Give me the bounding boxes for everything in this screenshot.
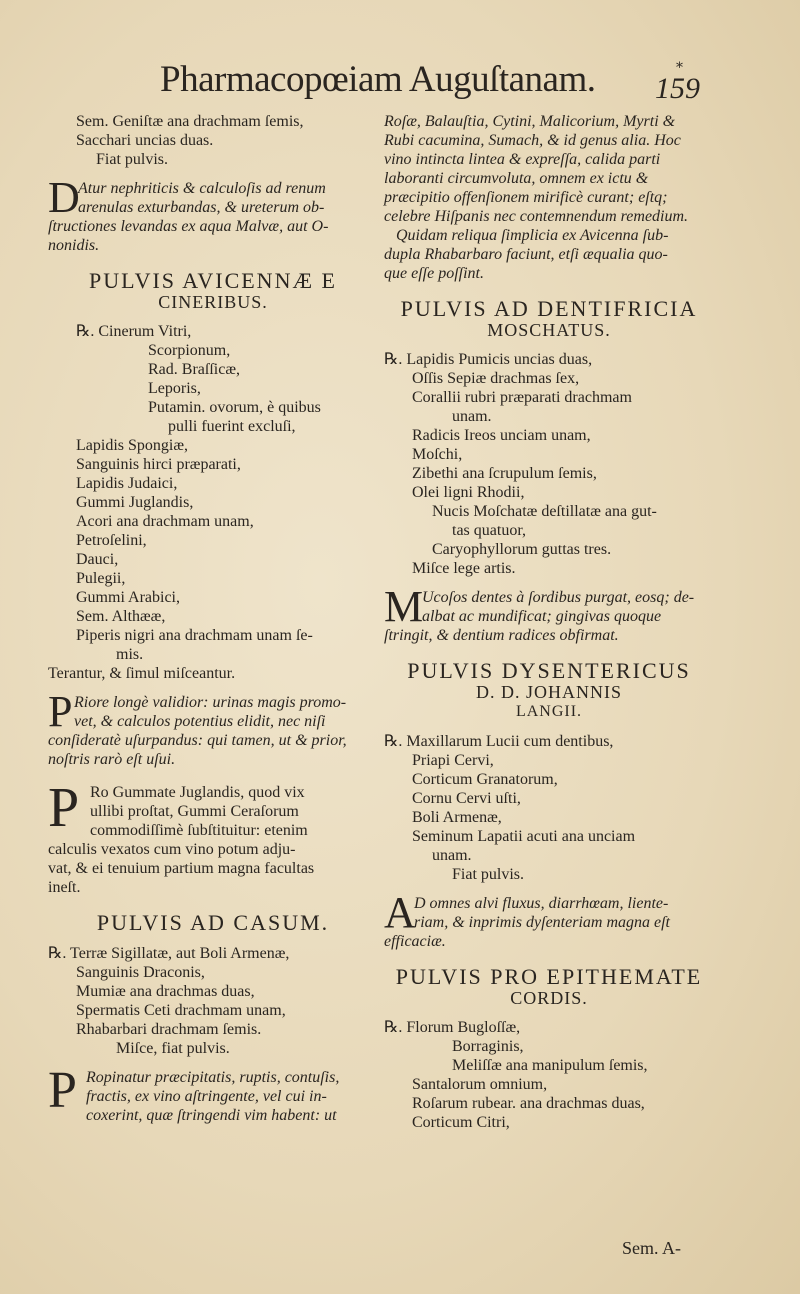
- recipe-line: ℞. Terræ Sigillatæ, aut Boli Armenæ,: [48, 945, 290, 962]
- text-line: ſtringit, & dentium radices obfirmat.: [384, 627, 619, 644]
- recipe-line: Miſce, fiat pulvis.: [116, 1040, 230, 1057]
- section-subheading: D. D. JOHANNIS: [475, 682, 622, 702]
- section-subheading: CINERIBUS.: [158, 292, 268, 312]
- section-heading: PULVIS AD CASUM.: [96, 910, 330, 935]
- note-nephritic: [48, 173, 378, 255]
- recipe-line: unam.: [432, 847, 472, 864]
- recipe-line: Priapi Cervi,: [412, 752, 494, 769]
- recipe-line: Pulegii,: [76, 570, 126, 587]
- recipe-line: Borraginis,: [452, 1038, 524, 1055]
- text-line: riam, & inprimis dyſenteriam magna eſt: [414, 914, 670, 931]
- recipe-epithemate: [384, 1018, 714, 1132]
- recipe-line: Meliſſæ ana manipulum ſemis,: [452, 1057, 648, 1074]
- text-line: dupla Rhabarbaro faciunt, etſi æqualia quo-: [384, 246, 668, 263]
- recipe-dentifricia: [384, 350, 714, 578]
- recipe-line: ℞. Cinerum Vitri,: [76, 323, 192, 340]
- recipe-line: ℞. Maxillarum Lucii cum dentibus,: [384, 733, 614, 750]
- recipe-line: Lapidis Judaici,: [76, 475, 178, 492]
- text-line: vat, & ei tenuium partium magna facultas: [48, 860, 315, 877]
- recipe-line: Sem. Althææ,: [76, 608, 166, 625]
- recipe-line: Gummi Juglandis,: [76, 494, 194, 511]
- text-line: Roſæ, Balauſtia, Cytini, Malicorium, Myrti &: [384, 113, 676, 130]
- recipe-line: unam.: [452, 408, 492, 425]
- drop-initial: A: [384, 888, 416, 937]
- recipe-line: Moſchi,: [412, 446, 463, 463]
- text-line: Riore longè validior: urinas magis promo-: [74, 694, 347, 711]
- text-line: arenulas exturbandas, & ureterum ob-: [78, 199, 325, 216]
- text-line: que eſſe poſſint.: [384, 265, 484, 282]
- text-line: ineſt.: [48, 879, 81, 896]
- recipe-line: mis.: [116, 646, 144, 663]
- note-mucosos: [384, 582, 714, 645]
- text-line: Quidam reliqua ſimplicia ex Avicenna ſub-: [396, 227, 669, 244]
- note-propinatur: [48, 1062, 378, 1125]
- recipe-line: Santalorum omnium,: [412, 1076, 548, 1093]
- recipe-line: Boli Armenæ,: [412, 809, 502, 826]
- recipe-line: Corticum Granatorum,: [412, 771, 558, 788]
- drop-initial: P: [48, 687, 73, 736]
- recipe-dysentericus: [384, 732, 714, 884]
- recipe-line: Lapidis Spongiæ,: [76, 437, 189, 454]
- recipe-line: Miſce lege artis.: [412, 560, 516, 577]
- recipe-line: Olei ligni Rhodii,: [412, 484, 525, 501]
- running-head: Pharmacopœiam Auguſtanam.: [160, 59, 596, 100]
- continued-text: [384, 112, 714, 283]
- text-line: Atur nephriticis & calculoſis ad renum: [78, 180, 326, 197]
- section-heading: PULVIS AVICENNÆ E: [89, 268, 337, 293]
- star-mark: *: [676, 60, 683, 76]
- text-line: efficaciæ.: [384, 933, 446, 950]
- recipe-line: Scorpionum,: [148, 342, 231, 359]
- catchword: Sem. A-: [622, 1238, 682, 1258]
- text-line: fractis, ex vino aſtringente, vel cui in-: [86, 1088, 327, 1105]
- text-line: coxerint, quæ ſtringendi vim habent: ut: [86, 1107, 337, 1124]
- recipe-line: Sanguinis hirci præparati,: [76, 456, 241, 473]
- drop-initial: P: [48, 1062, 77, 1119]
- recipe-line: Putamin. ovorum, è quibus: [148, 399, 321, 416]
- recipe-line: ℞. Lapidis Pumicis uncias duas,: [384, 351, 593, 368]
- section-heading: PULVIS PRO EPITHEMATE: [395, 964, 703, 989]
- section-subheading: CORDIS.: [510, 988, 588, 1008]
- text-line: vet, & calculos potentius elidit, nec niſi: [74, 713, 326, 730]
- recipe-casum: [48, 944, 378, 1058]
- left-column: [48, 112, 378, 1125]
- recipe-line: pulli fuerint excluſi,: [168, 418, 296, 435]
- text-line: laboranti circumvoluta, omnem ex ictu &: [384, 170, 649, 187]
- page-number: 159: [655, 72, 700, 105]
- drop-initial: P: [48, 777, 80, 839]
- recipe-line: Corticum Citri,: [412, 1114, 510, 1131]
- section-heading: PULVIS DYSENTERICUS: [407, 658, 691, 683]
- text-line: Rubi cacumina, Sumach, & id genus alia. Hoc: [384, 132, 681, 149]
- recipe-line: Gummi Arabici,: [76, 589, 180, 606]
- note-gummi: [48, 777, 378, 897]
- recipe-line: Zibethi ana ſcrupulum ſemis,: [412, 465, 597, 482]
- recipe-line: Radicis Ireos unciam unam,: [412, 427, 591, 444]
- recipe-line: Sanguinis Draconis,: [76, 964, 205, 981]
- text-line: calculis vexatos cum vino potum adju-: [48, 841, 296, 858]
- text-line: D omnes alvi fluxus, diarrhœam, liente-: [414, 895, 669, 912]
- text-line: ullibi proſtat, Gummi Ceraſorum: [90, 803, 299, 820]
- text-line: Ropinatur præcipitatis, ruptis, contuſis,: [86, 1069, 340, 1086]
- text-line: Ro Gummate Juglandis, quod vix: [90, 784, 305, 801]
- drop-initial: M: [384, 582, 424, 631]
- recipe-line: Acori ana drachmam unam,: [76, 513, 254, 530]
- note-alvi: [384, 888, 714, 951]
- text-line: Ucoſos dentes à ſordibus purgat, eosq; de-: [422, 589, 695, 606]
- text-line: ſtructiones levandas ex aqua Malvæ, aut O-: [48, 218, 329, 235]
- text-line: Sem. Geniſtæ ana drachmam ſemis,: [76, 113, 304, 130]
- text-line: albat ac mundificat; gingivas quoque: [422, 608, 662, 625]
- recipe-line: Rhabarbari drachmam ſemis.: [76, 1021, 262, 1038]
- recipe-line: Caryophyllorum guttas tres.: [432, 541, 612, 558]
- text-line: præcipitio offenſionem mirificè curant; eſtq;: [384, 189, 668, 206]
- text-line: nonidis.: [48, 237, 100, 254]
- text-line: noſtris rarò eſt uſui.: [48, 751, 176, 768]
- drop-initial: D: [48, 173, 80, 222]
- recipe-line: Rad. Braſſicæ,: [148, 361, 240, 378]
- recipe-line: Oſſis Sepiæ drachmas ſex,: [412, 370, 580, 387]
- text-line: commodiſſimè ſubſtituitur: etenim: [90, 822, 308, 839]
- recipe-line: Fiat pulvis.: [452, 866, 525, 883]
- recipe-line: Cornu Cervi uſti,: [412, 790, 521, 807]
- text-line: conſideratè uſurpandus: qui tamen, ut & prior,: [48, 732, 347, 749]
- recipe-line: ℞. Florum Bugloſſæ,: [384, 1019, 521, 1036]
- recipe-line: Roſarum rubear. ana drachmas duas,: [412, 1095, 645, 1112]
- section-heading: PULVIS AD DENTIFRICIA: [400, 296, 698, 321]
- right-column: [384, 112, 714, 1132]
- recipe-line: Nucis Moſchatæ deſtillatæ ana gut-: [432, 503, 657, 520]
- recipe-line: tas quatuor,: [452, 522, 527, 539]
- recipe-line: Terantur, & ſimul miſceantur.: [48, 665, 236, 682]
- section-subheading: LANGII.: [515, 703, 583, 720]
- recipe-line: Mumiæ ana drachmas duas,: [76, 983, 255, 1000]
- text-line: vino intincta lintea & expreſſa, calida parti: [384, 151, 661, 168]
- recipe-line: Dauci,: [76, 551, 119, 568]
- section-subheading: MOSCHATUS.: [487, 320, 611, 340]
- recipe-line: Corallii rubri præparati drachmam: [412, 389, 632, 406]
- recipe-line: Petroſelini,: [76, 532, 147, 549]
- recipe-line: Piperis nigri ana drachmam unam ſe-: [76, 627, 313, 644]
- text-line: Sacchari uncias duas.: [76, 132, 214, 149]
- text-line: celebre Hiſpanis nec contemnendum remedium.: [384, 208, 689, 225]
- recipe-avicenna: [48, 322, 378, 683]
- recipe-line: Seminum Lapatii acuti ana unciam: [412, 828, 636, 845]
- recipe-line: Spermatis Ceti drachmam unam,: [76, 1002, 286, 1019]
- recipe-line: Leporis,: [148, 380, 201, 397]
- text-line: Fiat pulvis.: [96, 151, 169, 168]
- note-prior: [48, 687, 378, 769]
